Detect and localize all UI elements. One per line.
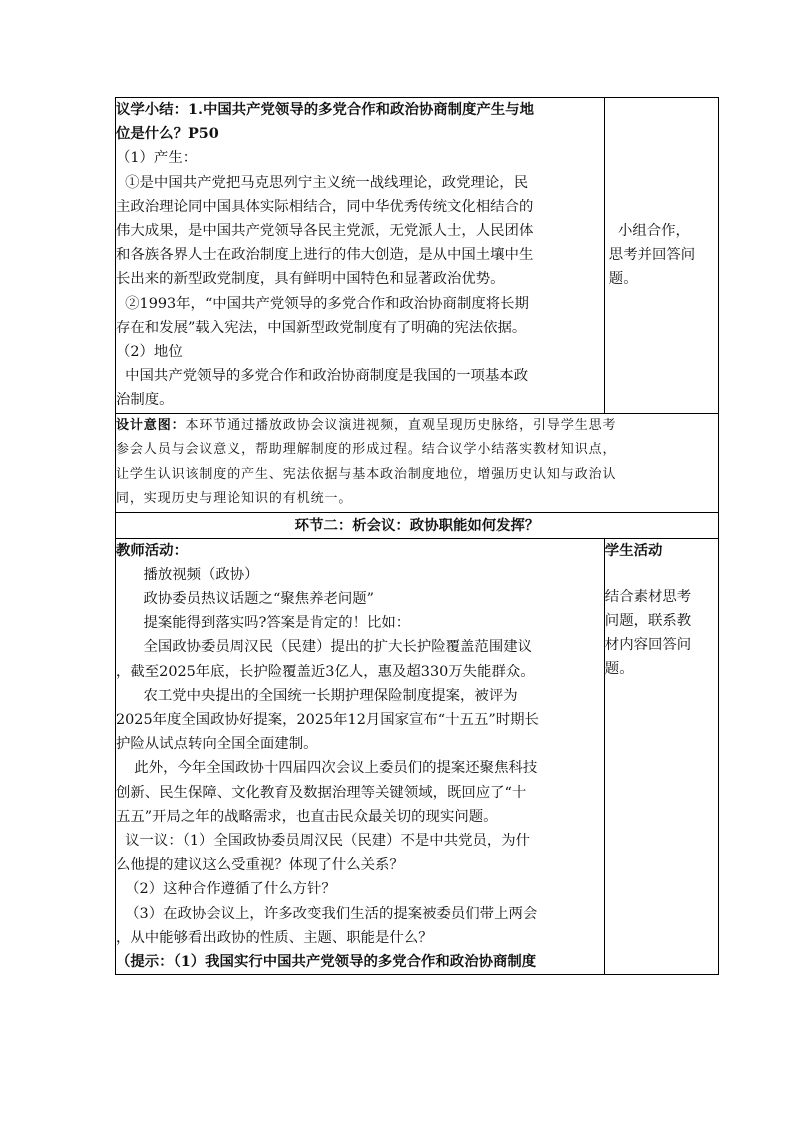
design-intent-row (116, 413, 719, 512)
lesson-plan-table (115, 97, 719, 975)
activity-row (116, 538, 719, 975)
design-intent-cell (116, 413, 719, 512)
teacher-line: 此外，今年全国政协十四届四次会议上委员们的提案还聚焦科技 (116, 760, 538, 777)
design-intent-line: 参会人员与会议意义，帮助理解制度的形成过程。结合议学小结落实教材知识点， (116, 442, 617, 458)
section-header: 环节二：析会议：政协职能如何发挥？ (116, 512, 719, 538)
student-activity-label: 学生活动 (604, 541, 663, 559)
student-activity-cell (604, 538, 718, 975)
teacher-activity-cell (116, 538, 605, 975)
teacher-line: ，从中能够看出政协的性质、主题、职能是什么？ (116, 929, 433, 946)
summary-line: 存在和发展”载入宪法，中国新型政党制度有了明确的宪法依据。 (116, 319, 527, 336)
design-intent-line (116, 414, 718, 439)
summary-body (116, 146, 604, 412)
summary-line: 中国共产党领导的多党合作和政治协商制度是我国的一项基本政 (116, 368, 529, 385)
design-intent-line: 让学生认识该制度的产生、宪法依据与基本政治制度地位，增强历史认知与政治认 (116, 466, 617, 482)
teacher-line: 农工党中央提出的全国统一长期护理保险制度提案，被评为 (116, 687, 518, 704)
teacher-activity-label: 教师活动： (116, 541, 188, 559)
teacher-line: （3）在政协会议上，许多改变我们生活的提案被委员们带上两会 (116, 905, 538, 922)
student-line: 题。 (604, 661, 634, 678)
summary-side-text (605, 217, 718, 293)
summary-line: ②1993年，“中国共产党领导的多党合作和政治协商制度将长期 (116, 295, 529, 312)
teacher-line: 议一议：（1）全国政协委员周汉民（民建）不是中共党员，为什 (116, 833, 531, 850)
summary-line: 主政治理论同中国具体实际相结合，同中华优秀传统文化相结合的 (116, 198, 534, 215)
teacher-line: 全国政协委员周汉民（民建）提出的扩大长护险覆盖范围建议 (116, 639, 532, 656)
teacher-line: 五五”开局之年的战略需求，也直击民众最关切的现实问题。 (116, 808, 498, 825)
teacher-line: 政协委员热议话题之“聚焦养老问题” (116, 591, 375, 608)
summary-title-line-2: 位是什么？P50 (116, 125, 219, 143)
teacher-line: 2025年度全国政协好提案，2025年12月国家宣布“十五五”时期长 (116, 712, 539, 729)
student-line: 问题，联系教 (604, 613, 692, 630)
design-intent-line: 同，实现历史与理论知识的有机统一。 (116, 491, 353, 507)
summary-row (116, 98, 719, 414)
summary-line: 伟大成果，是中国共产党领导各民主党派，无党派人士，人民团体 (116, 223, 534, 240)
summary-title-line-1: 议学小结：1.中国共产党领导的多党合作和政治协商制度产生与地 (116, 101, 534, 118)
teacher-hint-line: （提示：（1）我国实行中国共产党领导的多党合作和政治协商制度 (116, 953, 537, 971)
teacher-line: ，截至2025年底，长护险覆盖近3亿人，惠及超330万失能群众。 (116, 663, 535, 680)
teacher-line: 提案能得到落实吗?答案是肯定的！比如： (116, 615, 411, 632)
design-intent-label: 设计意图： (116, 417, 186, 433)
spacer (605, 563, 718, 585)
summary-line: （1）产生： (116, 150, 198, 167)
teacher-line: 护险从试点转向全国全面建制。 (116, 736, 318, 753)
side-line: 思考并回答问 (608, 247, 696, 264)
summary-line: 治制度。 (116, 392, 174, 409)
teacher-line: （2）这种合作遵循了什么方针？ (116, 881, 336, 898)
teacher-line: 么他提的建议这么受重视？体现了什么关系？ (116, 857, 404, 874)
teacher-line: 创新、民生保障、文化教育及数据治理等关键领域，既回应了“十 (116, 784, 527, 801)
student-line: 材内容回答问 (604, 637, 692, 654)
design-intent-text: 本环节通过播放政协会议演进视频，直观呈现历史脉络，引导学生思考 (185, 417, 617, 433)
summary-line: （2）地位 (116, 344, 183, 361)
summary-cell (116, 98, 605, 414)
side-line: 小组合作， (608, 223, 690, 240)
side-line: 题。 (608, 271, 638, 288)
summary-side-cell (604, 98, 718, 414)
summary-line: 和各族各界人士在政治制度上进行的伟大创造，是从中国土壤中生 (116, 247, 534, 264)
teacher-line: 播放视频（政协） (116, 566, 259, 583)
summary-line: ①是中国共产党把马克思列宁主义统一战线理论，政党理论，民 (116, 174, 529, 191)
summary-line: 长出来的新型政党制度，具有鲜明中国特色和显著政治优势。 (116, 271, 505, 288)
section-header-row (116, 512, 719, 538)
student-line: 结合素材思考 (604, 588, 692, 605)
